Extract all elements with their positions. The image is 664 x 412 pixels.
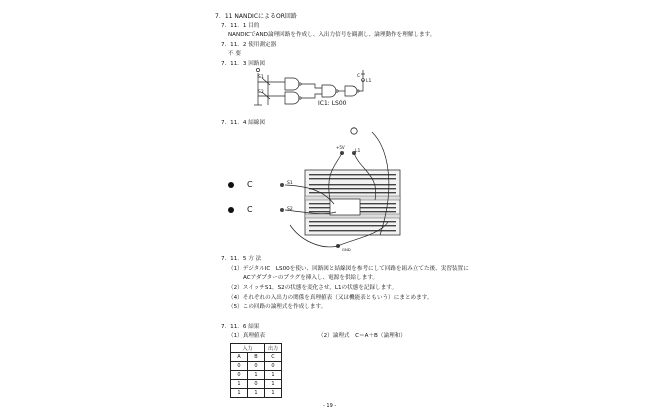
cell-a: 0	[231, 362, 248, 371]
wiring-label-s2: S2	[287, 207, 293, 212]
wiring-label-c-1: C	[247, 180, 253, 189]
table-row	[231, 362, 282, 371]
purpose-text: NANDICでAND論理回路を作成し、入出力信号を観測し、論理動作を理解します。	[228, 32, 436, 38]
circuit-label-c: C	[357, 74, 361, 79]
wiring-label-gnd: GND	[342, 247, 351, 252]
cell-a: 0	[231, 371, 248, 380]
cell-c: 1	[265, 389, 282, 398]
cell-a: 1	[231, 380, 248, 389]
truth-table-caption: （1）真理値表	[228, 333, 266, 339]
method-step: （2）スイッチS1，S2の状態を変化させ，L1の状態を記録します。	[228, 285, 398, 291]
cell-c: 1	[265, 371, 282, 380]
cell-c: 0	[265, 362, 282, 371]
column-b: B	[248, 353, 265, 362]
heading-instruments: 7．11．2 使用測定器	[221, 42, 277, 48]
method-step: （4）それぞれの入出力の関係を真理値表（又は機能表ともいう）にまとめます。	[228, 295, 433, 301]
heading-method: 7．11．5 方 法	[221, 256, 262, 262]
wiring-label-c-2: C	[247, 205, 253, 214]
header-output: 出力	[265, 344, 282, 353]
cell-a: 1	[231, 389, 248, 398]
table-row	[231, 389, 282, 398]
method-step: （5）この回路の論理式を作成します。	[228, 304, 327, 310]
wiring-label-s1: S1	[287, 181, 293, 186]
header-input: 入力	[231, 344, 265, 353]
heading-purpose: 7．11．1 目的	[221, 23, 260, 29]
column-c: C	[265, 353, 282, 362]
ic-label: IC1: LS00	[318, 100, 347, 107]
method-step: ACアダプターのプラグを挿入し、電源を供給します。	[243, 275, 379, 281]
circuit-label-s2: S2	[258, 90, 264, 95]
method-step: （1）デジタルIC LS00を使い、回路図と結線図を参考にして回路を組み立てた後、実習装置に	[228, 266, 469, 272]
logic-formula: （2）論理式 C＝A＋B（論理和）	[318, 333, 406, 339]
cell-c: 1	[265, 380, 282, 389]
wiring-label-vcc: +5V	[336, 145, 345, 150]
cell-b: 1	[248, 389, 265, 398]
circuit-label-l1: L1	[366, 79, 372, 84]
heading-results: 7．11．6 結果	[221, 324, 260, 330]
instruments-text: 不 要	[228, 51, 241, 57]
column-a: A	[231, 353, 248, 362]
heading-wiring-diagram: 7．11．4 結線図	[221, 120, 265, 126]
cell-b: 0	[248, 380, 265, 389]
table-row	[231, 380, 282, 389]
section-title: 7．11 NANDICによるOR回路	[215, 13, 297, 20]
truth-table	[230, 343, 282, 398]
cell-b: 1	[248, 371, 265, 380]
cell-b: 0	[248, 362, 265, 371]
heading-circuit-diagram: 7．11．3 回路図	[221, 61, 265, 67]
page-number: - 19 -	[323, 403, 337, 409]
circuit-label-s1: S1	[258, 75, 264, 80]
wiring-label-l1: L1	[355, 149, 361, 154]
table-row	[231, 371, 282, 380]
